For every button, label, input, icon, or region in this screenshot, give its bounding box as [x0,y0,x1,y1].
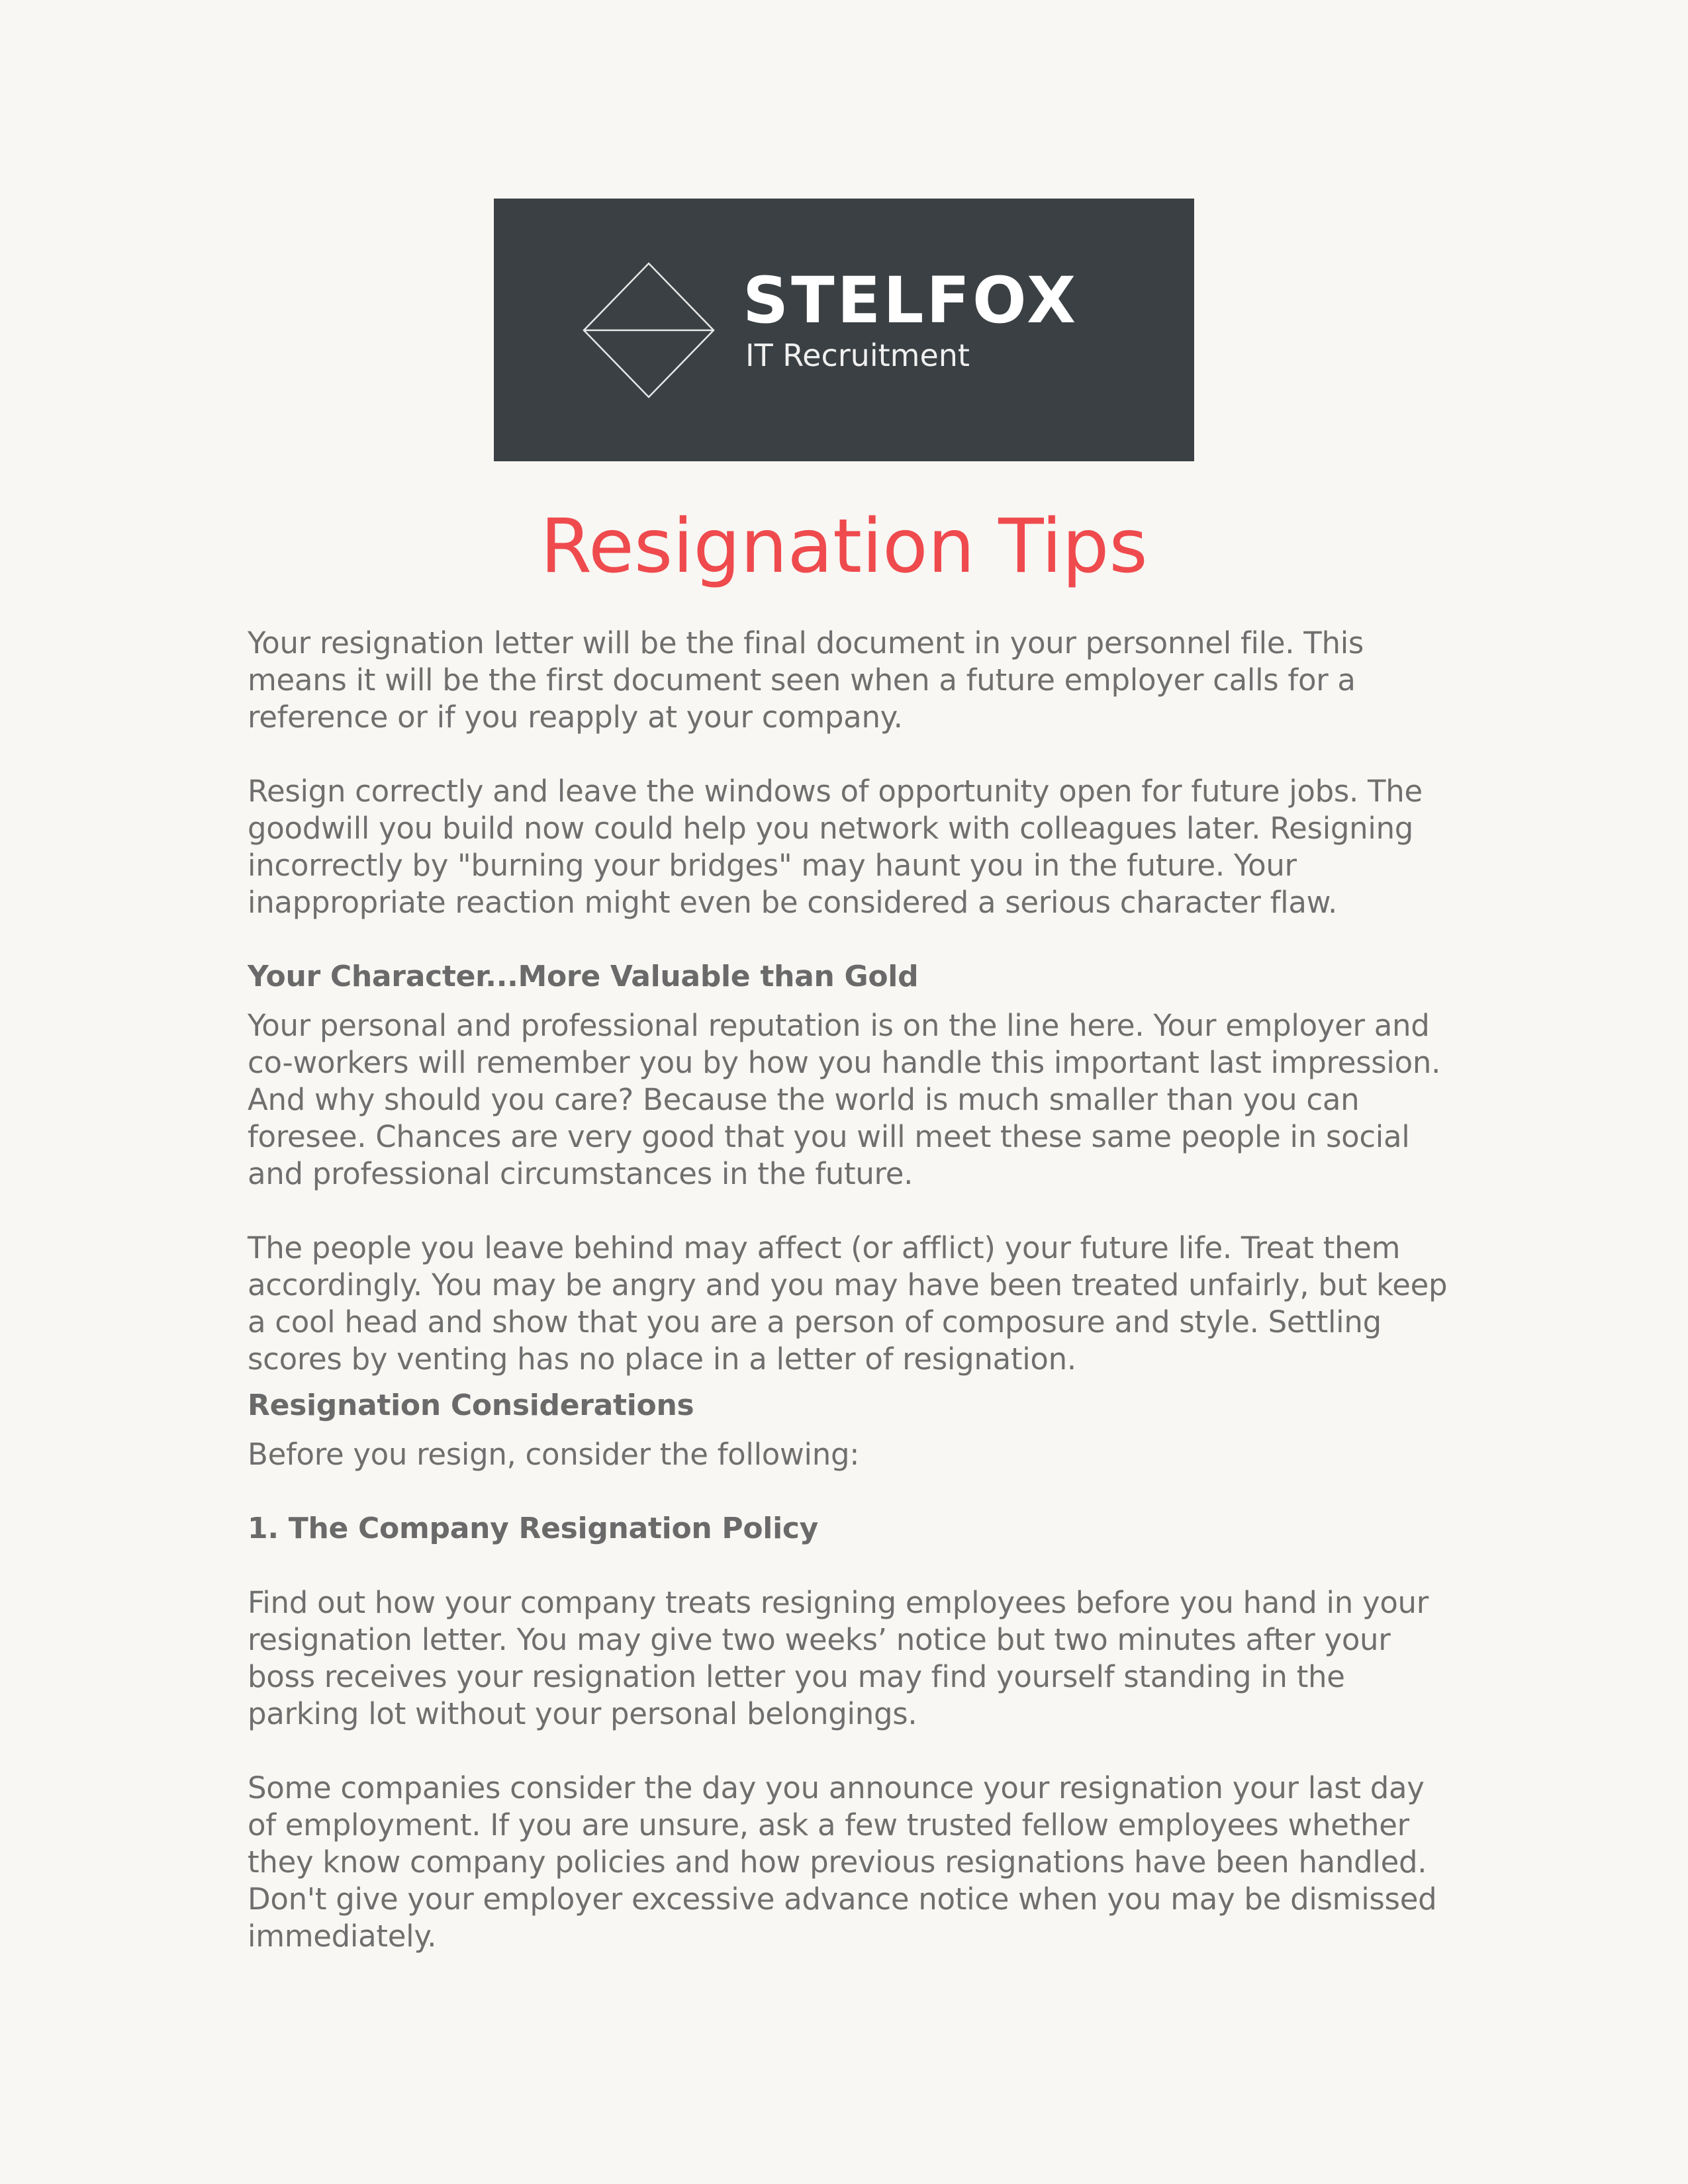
logo-wordmark: STELFOX [743,263,1079,338]
character-paragraph-1: Your personal and professional reputation is on the line here. Your employer and co-workers will remember you by how you handle this important last impression. And why should you care? Because the world is much smaller than you can foresee. Chances are very good that you will meet these same people in social and professional circumstances in the future. [248,1008,1441,1191]
item-heading-company-policy: 1. The Company Resignation Policy [248,1512,819,1545]
logo-tagline: IT Recruitment [745,338,970,373]
intro-paragraph-1: Your resignation letter will be the final document in your personnel file. This means it will be the first document seen when a future employer calls for a reference or if you reapply at your company. [248,625,1364,735]
diamond-logo-icon [583,262,715,398]
considerations-intro: Before you resign, consider the following: [248,1437,860,1472]
company-logo [494,199,1194,461]
section-heading-considerations: Resignation Considerations [248,1388,694,1422]
intro-paragraph-2: Resign correctly and leave the windows of opportunity open for future jobs. The goodwill you build now could help you network with colleagues later. Resigning incorrectly by "burning your bridges" may haunt you in the future. Your inappropriate reaction might even be considered a serious character flaw. [248,774,1423,920]
policy-paragraph-2: Some companies consider the day you announce your resignation your last day of employment. If you are unsure, ask a few trusted fellow employees whether they know company policies and how previous resignations have been handled. Don't give your employer excessive advance notice when you may be dismissed immediately. [248,1770,1437,1954]
character-paragraph-2: The people you leave behind may affect (or afflict) your future life. Treat them accordingly. You may be angry and you may have been treated unfairly, but keep a cool head and show that you are a person of composure and style. Settling scores by venting has no place in a letter of resignation. [248,1230,1448,1377]
document-body [248,625,1459,1955]
policy-paragraph-1: Find out how your company treats resigning employees before you hand in your resignation letter. You may give two weeks’ notice but two minutes after your boss receives your resignation letter you may find yourself standing in the parking lot without your personal belongings. [248,1585,1429,1731]
section-heading-character: Your Character...More Valuable than Gold [248,960,919,993]
document-title: Resignation Tips [540,504,1148,590]
